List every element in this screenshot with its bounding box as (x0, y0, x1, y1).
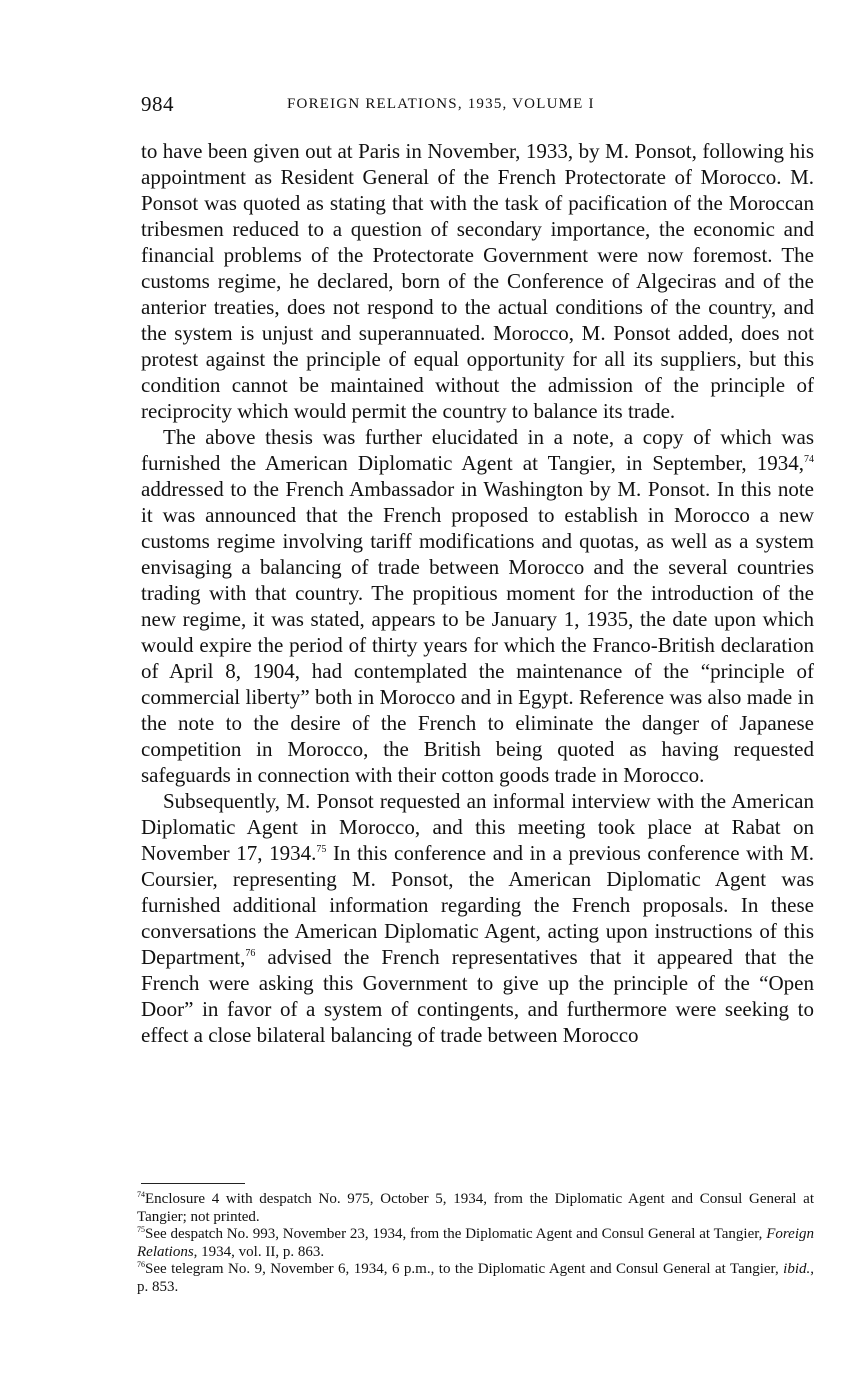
footnotes (137, 1191, 814, 1296)
footnote-text-end: , p. 853. (137, 1261, 814, 1295)
page-header (141, 92, 814, 120)
paragraph-2-text-a: The above thesis was further elucidated in a note, a copy of which was furnished the American Diplomatic Agent at Tangier, in September, 1934, (141, 425, 814, 475)
footnote-text: See despatch No. 993, November 23, 1934, from the Diplomatic Agent and Consul General at Tangier, (145, 1226, 767, 1242)
paragraph-3-text-b: In this conference and in a previous conference with M. Coursier, representing M. Ponsot, the American Diplomatic Agent was furnished additional information regarding the French proposals. In these conversations the American Diplomatic Agent, acting upon instructions of this Department, (141, 841, 814, 969)
footnote-ref-75: 75 (316, 844, 327, 855)
paragraph-3-text-c: advised the French representatives that it appeared that the French were asking this Government to give up the principle of the “Open Door” in favor of a system of contingents, and furthermore were seeking to effect a close bilateral balancing of trade between Morocco (141, 945, 814, 1047)
footnote-marker: 76 (137, 1260, 145, 1269)
footnote-74 (137, 1191, 814, 1226)
footnote-marker: 74 (137, 1190, 145, 1199)
paragraph-1-text: to have been given out at Paris in November, 1933, by M. Ponsot, following his appointment as Resident General of the French Protectorate of Morocco. M. Ponsot was quoted as stating that with the task of pacification of the Moroccan tribesmen reduced to a question of secondary importance, the economic and financial problems of the Protectorate Government were now foremost. The customs regime, he declared, born of the Conference of Algeciras and of the anterior treaties, does not respond to the actual conditions of the country, and the system is unjust and superannuated. Morocco, M. Ponsot added, does not protest against the principle of equal opportunity for all its suppliers, but this condition cannot be maintained without the admission of the principle of reciprocity which would permit the country to balance its trade. (141, 139, 814, 423)
footnote-ref-76: 76 (245, 948, 256, 959)
footnote-text-end: , 1934, vol. II, p. 863. (193, 1243, 325, 1260)
page-number: 984 (141, 92, 174, 116)
footnote-ref-74: 74 (804, 454, 814, 465)
footnote-text: See telegram No. 9, November 6, 1934, 6 p.m., to the Diplomatic Agent and Consul General at Tangier, (145, 1261, 784, 1277)
body-text (141, 138, 814, 1048)
paragraph-3 (141, 788, 814, 1048)
paragraph-2-text-b: addressed to the French Ambassador in Washington by M. Ponsot. In this note it was announced that the French proposed to establish in Morocco a new customs regime involving tariff modifications and quotas, as well as a system envisaging a balancing of trade between Morocco and the several countries trading with that country. The propitious moment for the introduction of the new regime, it was stated, appears to be January 1, 1935, the date upon which would expire the period of thirty years for which the Franco-British declaration of April 8, 1904, had contemplated the maintenance of the “principle of commercial liberty” both in Morocco and in Egypt. Reference was also made in the note to the desire of the French to eliminate the danger of Japanese competition in Morocco, the British being quoted as having requested safeguards in connection with their cotton goods trade in Morocco. (141, 477, 814, 787)
footnote-76 (137, 1261, 814, 1296)
running-title: FOREIGN RELATIONS, 1935, VOLUME I (287, 96, 595, 112)
footnote-italic-ibid: ibid. (783, 1261, 811, 1277)
paragraph-1 (141, 138, 814, 424)
footnote-marker: 75 (137, 1225, 145, 1234)
footnote-75 (137, 1226, 814, 1261)
footnote-divider (141, 1183, 245, 1184)
paragraph-2 (141, 424, 814, 788)
footnote-text: Enclosure 4 with despatch No. 975, October 5, 1934, from the Diplomatic Agent and Consul General at Tangier; not printed. (137, 1191, 814, 1225)
paragraph-3-text-a: Subsequently, M. Ponsot requested an informal interview with the American Diplomatic Agent in Morocco, and this meeting took place at Rabat on November 17, 1934. (141, 789, 814, 865)
footnote-italic-title: Foreign Relations (137, 1226, 814, 1260)
